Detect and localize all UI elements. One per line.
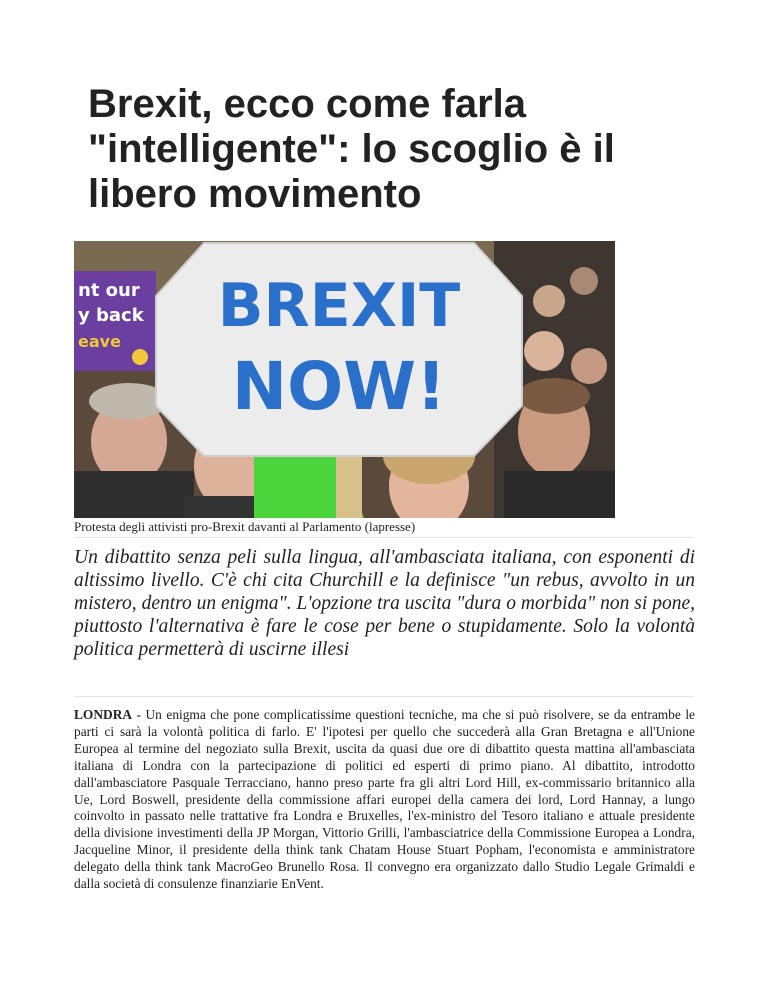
photo-caption: Protesta degli attivisti pro-Brexit davanti al Parlamento (lapresse): [74, 519, 416, 534]
standfirst-divider: [74, 696, 694, 697]
purple-sign-line-1: nt our: [78, 280, 140, 301]
protest-photo-illustration: [74, 241, 615, 518]
purple-sign-badge: [132, 349, 148, 365]
purple-sign-line-3: eave: [78, 332, 121, 351]
article-body: [74, 707, 695, 893]
caption-divider: [74, 537, 694, 538]
article-standfirst: Un dibattito senza peli sulla lingua, all'ambasciata italiana, con esponenti di altissimo livello. C'è chi cita Churchill e la definisce "un rebus, avvolto in un mistero, dentro un enigma". L'opzione tra uscita "dura o morbida" non si pone, piuttosto l'alternativa è fare le cose per bene o stupidamente. Solo la volontà politica permetterà di uscirne illesi: [74, 547, 695, 660]
article-body-text: - Un enigma che pone complicatissime questioni tecniche, ma che si può risolvere, se da entrambe le parti ci sarà la volontà politica di farlo. E' l'ipotesi per quello che succederà alla Gran Bretagna e all'Unione Europea al termine del negoziato sulla Brexit, uscita da quasi due ore di dibattito questa mattina all'ambasciata italiana di Londra con la partecipazione di politici ed esperti di primo piano. Al dibattito, introdotto dall'ambasciatore Pasquale Terracciano, hanno preso parte fra gli altri Lord Hill, ex-commissario britannico alla Ue, Lord Boswell, presidente della commissione affari europei della camera dei lord, Lord Hannay, a lungo coinvolto in passato nelle trattative fra Londra e Bruxelles, l'ex-ministro del Tesoro italiano e attuale presidente della divisione investimenti della JP Morgan, Vittorio Grilli, l'ambasciatrice della Commissione Europea a Londra, Jacqueline Minor, il presidente della think tank Chatam House Stuart Popham, l'economista e amministratore delegato della think tank MacroGeo Brunello Rosa. Il convegno era organizzato dallo Studio Legale Grimaldi e dalla società di consulenze finanziarie EnVent.: [74, 707, 695, 892]
dateline: LONDRA: [74, 707, 133, 722]
article-photo: [74, 241, 615, 518]
article-headline: Brexit, ecco come farla "intelligente": lo scoglio è il libero movimento: [88, 82, 615, 216]
brexit-sign-line-2: NOW!: [231, 348, 447, 425]
purple-sign-line-2: y back: [78, 305, 144, 326]
brexit-sign-line-1: BREXIT: [217, 271, 461, 341]
